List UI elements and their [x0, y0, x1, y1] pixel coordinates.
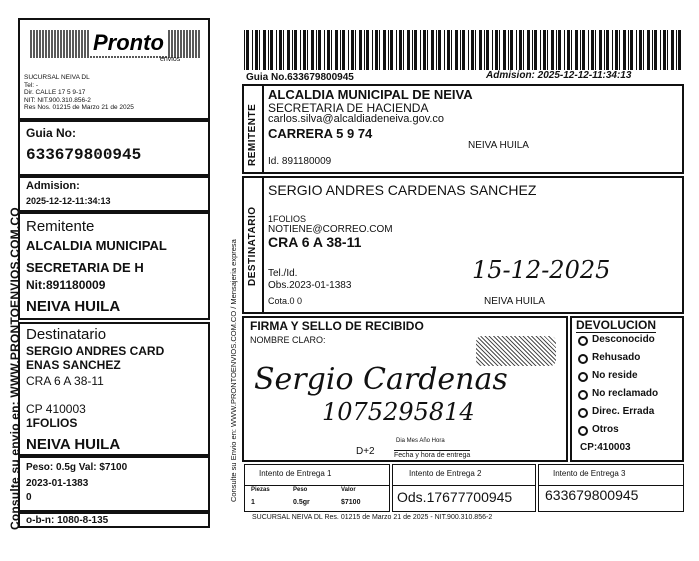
- barcode-bar: [255, 30, 258, 70]
- return-header: DEVOLUCION: [576, 318, 657, 332]
- value-value: $7100: [341, 499, 361, 506]
- barcode-bar: [366, 30, 369, 70]
- barcode-bar: [340, 30, 341, 70]
- stub-obs-date: 2023-01-1383: [26, 478, 89, 489]
- stub-sender-nit: Nit:891180009: [26, 278, 106, 292]
- barcode-bar: [412, 30, 413, 70]
- barcode-bar: [379, 30, 380, 70]
- return-option-radio[interactable]: [578, 372, 588, 382]
- barcode-bar: [564, 30, 565, 70]
- barcode-bar: [540, 30, 541, 70]
- return-cp: CP:410003: [580, 442, 631, 453]
- main-recipient-obs: Obs.2023-01-1383: [268, 280, 352, 291]
- return-option-label: Rehusado: [592, 352, 641, 363]
- stub-sender-name2: SECRETARIA DE H: [26, 260, 144, 275]
- barcode-bar: [567, 30, 570, 70]
- barcode-bar: [292, 30, 293, 70]
- d-plus-label: D+2: [356, 446, 375, 457]
- stub-sender-label: Remitente: [26, 218, 95, 235]
- main-sender-address: CARRERA 5 9 74: [268, 126, 373, 141]
- signature-name-label: NOMBRE CLARO:: [250, 335, 326, 345]
- main-footer: SUCURSAL NEIVA DL Res. 01215 de Marzo 21 de 2025 - NIT.900.310.856-2: [252, 514, 493, 521]
- attempt-3: [538, 464, 684, 512]
- barcode-bar: [364, 30, 365, 70]
- return-box: [570, 316, 684, 462]
- barcode-bar: [287, 30, 290, 70]
- barcode-bar: [259, 30, 260, 70]
- barcode-bar: [604, 30, 605, 70]
- barcode-bar: [660, 30, 661, 70]
- main-recipient-email: NOTIENE@CORREO.COM: [268, 224, 393, 235]
- barcode-bar: [420, 30, 421, 70]
- guide-box-number: 633679800945: [545, 487, 639, 503]
- stub-sender: [18, 212, 210, 320]
- barcode-bar: [523, 30, 524, 70]
- barcode-bar: [279, 30, 282, 70]
- barcode-bar: [591, 30, 594, 70]
- barcode-bar: [599, 30, 602, 70]
- main-vertical-url: Consulte su Envio en: WWW.PRONTOENVIOS.COM.CO / Mensajeria expresa: [229, 239, 238, 502]
- barcode-bar: [388, 30, 389, 70]
- stub-recipient-name2: ENAS SANCHEZ: [26, 358, 121, 372]
- barcode-bar: [407, 30, 410, 70]
- barcode-bar: [324, 30, 325, 70]
- barcode-bar: [455, 30, 458, 70]
- date-labels: Dia Mes Año Hora: [396, 438, 445, 444]
- barcode-bar: [543, 30, 546, 70]
- stub-footer: [18, 512, 210, 528]
- stub-recipient: [18, 322, 210, 456]
- stub-recipient-label: Destinatario: [26, 326, 107, 343]
- barcode-bar: [331, 30, 332, 70]
- barcode-bar: [532, 30, 533, 70]
- barcode-bar: [676, 30, 677, 70]
- stub-recipient-city: NEIVA HUILA: [26, 436, 121, 453]
- barcode-bar: [468, 30, 469, 70]
- main-recipient-tel: Tel./Id.: [268, 268, 298, 279]
- barcode-bar: [630, 30, 633, 70]
- barcode-bar: [351, 30, 354, 70]
- barcode-bar: [508, 30, 509, 70]
- barcode-bar: [460, 30, 461, 70]
- barcode-bar: [276, 30, 277, 70]
- barcode-bar: [327, 30, 330, 70]
- stub-admission: [18, 176, 210, 212]
- barcode-bar: [519, 30, 522, 70]
- branch-line: SUCURSAL NEIVA DL: [24, 74, 90, 81]
- barcode-bar: [678, 30, 681, 70]
- main-guide-header: Guia No.633679800945: [246, 72, 354, 83]
- barcode-bar: [547, 30, 548, 70]
- stub-recipient-cp: CP 410003: [26, 402, 86, 416]
- barcode-bar: [263, 30, 266, 70]
- barcode-bar: [348, 30, 349, 70]
- main-sender-dept: SECRETARIA DE HACIENDA: [268, 101, 429, 115]
- stub-recipient-address: CRA 6 A 38-11: [26, 374, 104, 388]
- barcode-bar: [639, 30, 642, 70]
- barcode-bar: [606, 30, 609, 70]
- return-option-radio[interactable]: [578, 408, 588, 418]
- barcode-bar: [671, 30, 674, 70]
- main-sender-name: ALCALDIA MUNICIPAL DE NEIVA: [268, 87, 473, 102]
- stub-weight-value: Peso: 0.5g Val: $7100: [26, 462, 128, 473]
- barcode-bar: [495, 30, 498, 70]
- barcode-bar: [294, 30, 297, 70]
- main-recipient-city: NEIVA HUILA: [484, 296, 545, 307]
- barcode-bar: [438, 30, 441, 70]
- barcode-bar: [246, 30, 249, 70]
- weight-value: 0.5gr: [293, 499, 310, 506]
- recipient-tab-label: DESTINATARIO: [247, 206, 258, 286]
- attempt-3-label: Intento de Entrega 3: [553, 469, 626, 478]
- barcode-bar: [628, 30, 629, 70]
- barcode-bar: [575, 30, 578, 70]
- barcode-bar: [436, 30, 437, 70]
- branch-line: Res Nos. 01215 de Marzo 21 de 2025: [24, 104, 134, 111]
- barcode-bar: [503, 30, 506, 70]
- barcode-bar: [270, 30, 273, 70]
- main-recipient-name: SERGIO ANDRES CARDENAS SANCHEZ: [268, 182, 537, 198]
- barcode-bar: [667, 30, 668, 70]
- return-option-label: Direc. Errada: [592, 406, 655, 417]
- signature-id: 1075295814: [322, 398, 475, 426]
- barcode-bar: [414, 30, 417, 70]
- barcode-bar: [283, 30, 284, 70]
- ods-number: Ods.17677700945: [397, 489, 513, 505]
- stub-sender-name1: ALCALDIA MUNICIPAL: [26, 238, 167, 253]
- main-recipient: [242, 176, 684, 314]
- attempt-1: [244, 464, 390, 512]
- stub-guide-label: Guia No:: [26, 126, 76, 140]
- barcode-bar: [403, 30, 404, 70]
- barcode-bar: [252, 30, 253, 70]
- barcode-bar: [372, 30, 373, 70]
- barcode-bar: [390, 30, 393, 70]
- barcode-bar: [612, 30, 613, 70]
- barcode-bar: [451, 30, 452, 70]
- barcode-bar: [527, 30, 530, 70]
- barcode-bar: [643, 30, 644, 70]
- pieces-label: Piezas: [251, 487, 270, 493]
- barcode-bar: [571, 30, 572, 70]
- barcode-bar: [307, 30, 308, 70]
- barcode-bar: [383, 30, 386, 70]
- barcode-bar: [475, 30, 476, 70]
- barcode-bar: [499, 30, 500, 70]
- stub-weight: [18, 456, 210, 512]
- barcode-bar: [359, 30, 362, 70]
- barcode-bar: [300, 30, 301, 70]
- signature-name: Sergio Cardenas: [254, 362, 508, 397]
- stub-header: [18, 18, 210, 120]
- barcode-bar: [558, 30, 561, 70]
- barcode-bar: [652, 30, 653, 70]
- barcode-bar: [462, 30, 465, 70]
- barcode-bar: [492, 30, 493, 70]
- barcode-bar: [654, 30, 657, 70]
- barcode-bar: [588, 30, 589, 70]
- return-option-radio[interactable]: [578, 390, 588, 400]
- return-option-label: Otros: [592, 424, 619, 435]
- pieces-value: 1: [251, 499, 255, 506]
- barcode-bar: [342, 30, 345, 70]
- return-option-label: Desconocido: [592, 334, 655, 345]
- barcode-bar: [316, 30, 317, 70]
- barcode-bar: [423, 30, 426, 70]
- barcode-bar: [479, 30, 482, 70]
- barcode-bar: [619, 30, 620, 70]
- main-recipient-cota: Cota.0 0: [268, 296, 303, 306]
- pronto-logo-sub: envios: [160, 56, 181, 63]
- barcode-bar: [580, 30, 581, 70]
- main-sender: [242, 84, 684, 174]
- stub-admission-label: Admision:: [26, 180, 80, 192]
- return-option-radio[interactable]: [578, 336, 588, 346]
- return-option-radio[interactable]: [578, 354, 588, 364]
- stub-recipient-name1: SERGIO ANDRES CARD: [26, 344, 165, 358]
- barcode-bar: [615, 30, 618, 70]
- stub-recipient-folios: 1FOLIOS: [26, 416, 78, 430]
- branch-info: [24, 74, 134, 112]
- stub-guide: [18, 120, 210, 176]
- attempt-2-label: Intento de Entrega 2: [409, 469, 482, 478]
- branch-line: Dir. CALLE 17 5 9-17: [24, 89, 86, 96]
- barcode-bar: [399, 30, 402, 70]
- barcode: [244, 30, 684, 70]
- barcode-bar: [427, 30, 428, 70]
- barcode-bar: [318, 30, 321, 70]
- barcode-bar: [516, 30, 517, 70]
- date-caption: Fecha y hora de entrega: [394, 452, 471, 459]
- attempt-1-label: Intento de Entrega 1: [259, 469, 332, 478]
- stub-sender-city: NEIVA HUILA: [26, 298, 121, 315]
- main-sender-id: Id. 891180009: [268, 156, 332, 167]
- barcode-bar: [663, 30, 666, 70]
- stub-vertical-url: Consulte su envio en: WWW.PRONTOENVIOS.COM.CO: [8, 207, 22, 530]
- weight-label: Peso: [293, 487, 308, 493]
- stub-guide-number: 633679800945: [26, 146, 142, 164]
- barcode-bar: [447, 30, 450, 70]
- sender-tab-label: REMITENTE: [247, 103, 258, 166]
- return-option-label: No reside: [592, 370, 638, 381]
- branch-line: NIT: NIT.900.310.856-2: [24, 96, 91, 104]
- barcode-bar: [335, 30, 338, 70]
- signature-box: [242, 316, 568, 462]
- barcode-bar: [551, 30, 554, 70]
- main-sender-email: carlos.silva@alcaldiadeneiva.gov.co: [268, 113, 445, 125]
- stub-admission-value: 2025-12-12-11:34:13: [26, 196, 111, 206]
- return-option-radio[interactable]: [578, 426, 588, 436]
- barcode-bar: [303, 30, 306, 70]
- value-label: Valor: [341, 487, 356, 493]
- barcode-bar: [444, 30, 445, 70]
- main-recipient-address: CRA 6 A 38-11: [268, 234, 362, 250]
- main-sender-city: NEIVA HUILA: [468, 140, 529, 151]
- attempt-2: [392, 464, 536, 512]
- barcode-bar: [471, 30, 474, 70]
- signature-header: FIRMA Y SELLO DE RECIBIDO: [250, 319, 424, 333]
- main-recipient-folios: 1FOLIOS: [268, 214, 307, 224]
- barcode-bar: [486, 30, 489, 70]
- barcode-bar: [396, 30, 397, 70]
- stub-footer-code: o-b-n: 1080-8-135: [26, 515, 109, 526]
- barcode-bar: [244, 30, 245, 70]
- barcode-bar: [484, 30, 485, 70]
- barcode-bar: [510, 30, 513, 70]
- handwritten-date: 15-12-2025: [472, 256, 611, 284]
- return-option-label: No reclamado: [592, 388, 659, 399]
- barcode-bar: [582, 30, 585, 70]
- barcode-bar: [556, 30, 557, 70]
- barcode-bar: [647, 30, 650, 70]
- barcode-bar: [311, 30, 314, 70]
- barcode-bar: [623, 30, 626, 70]
- stub-zero: 0: [26, 492, 32, 503]
- barcode-bar: [268, 30, 269, 70]
- barcode-bar: [534, 30, 537, 70]
- main-admission-header: Admision: 2025-12-12-11:34:13: [486, 70, 632, 81]
- branch-line: Tel: -: [24, 81, 39, 89]
- barcode-bar: [375, 30, 378, 70]
- pronto-logo-text: Pronto: [90, 30, 167, 56]
- barcode-bar: [595, 30, 596, 70]
- barcode-bar: [355, 30, 356, 70]
- barcode-bar: [431, 30, 434, 70]
- barcode-bar: [636, 30, 637, 70]
